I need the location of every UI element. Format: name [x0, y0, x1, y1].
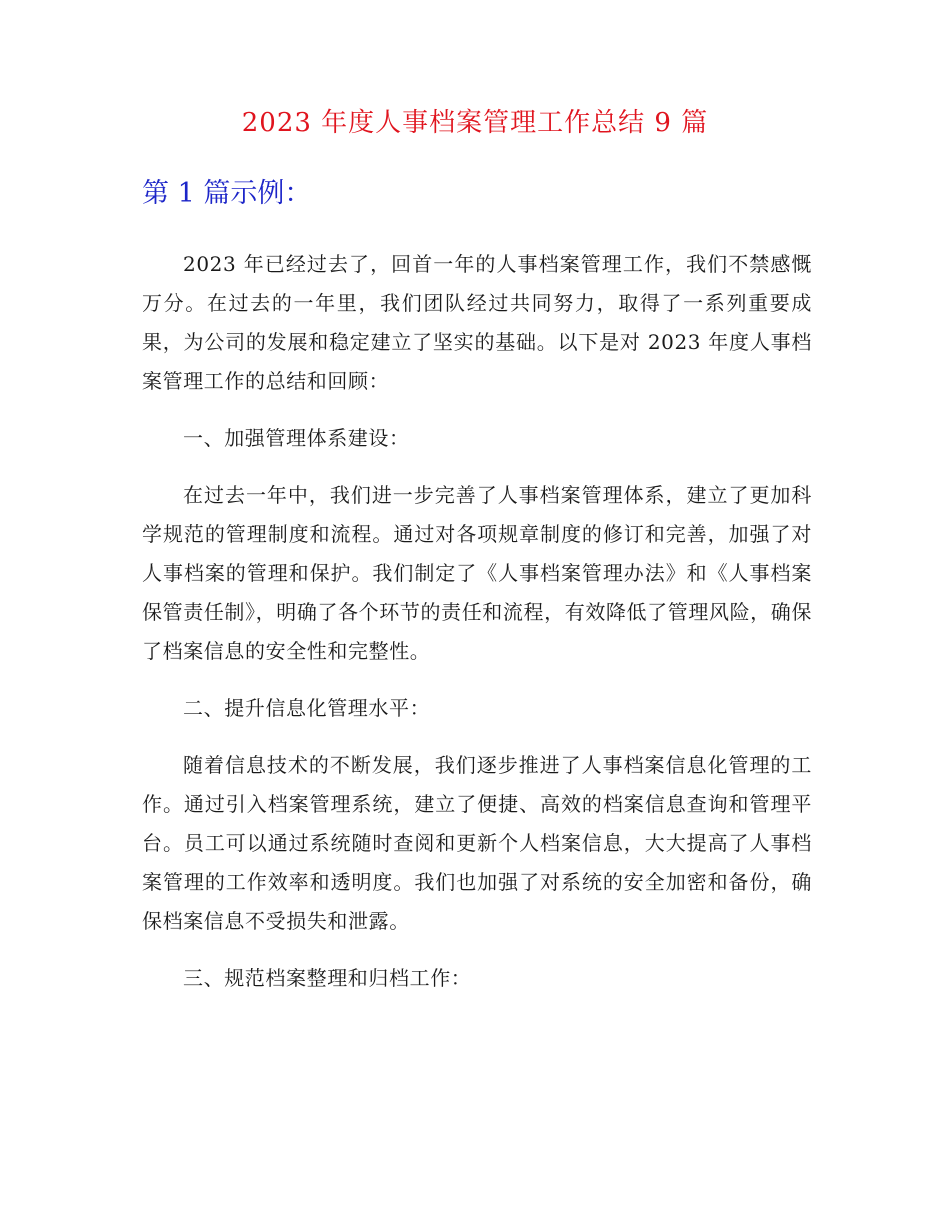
intro-paragraph: 2023 年已经过去了，回首一年的人事档案管理工作，我们不禁感慨万分。在过去的一年里，我们团队经过共同努力，取得了一系列重要成果，为公司的发展和稳定建立了坚实的基础。以下是对 2023 年度人事档案管理工作的总结和回顾：	[142, 252, 812, 393]
subheading-management-system: 一、加强管理体系建设：	[183, 426, 410, 450]
subheading-informatization: 二、提升信息化管理水平：	[183, 696, 431, 720]
paragraph-management-system: 在过去一年中，我们进一步完善了人事档案管理体系，建立了更加科学规范的管理制度和流程。通过对各项规章制度的修订和完善，加强了对人事档案的管理和保护。我们制定了《人事档案管理办法》和《人事档案保管责任制》，明确了各个环节的责任和流程，有效降低了管理风险，确保了档案信息的安全性和完整性。	[142, 483, 812, 663]
document-body	[142, 245, 812, 998]
section-heading: 第 1 篇示例：	[142, 178, 312, 209]
paragraph-informatization: 随着信息技术的不断发展，我们逐步推进了人事档案信息化管理的工作。通过引入档案管理系统，建立了便捷、高效的档案信息查询和管理平台。员工可以通过系统随时查阅和更新个人档案信息，大大提高了人事档案管理的工作效率和透明度。我们也加强了对系统的安全加密和备份，确保档案信息不受损失和泄露。	[142, 753, 812, 933]
document-title: 2023 年度人事档案管理工作总结 9 篇	[241, 108, 709, 138]
subheading-archiving: 三、规范档案整理和归档工作：	[183, 966, 472, 990]
